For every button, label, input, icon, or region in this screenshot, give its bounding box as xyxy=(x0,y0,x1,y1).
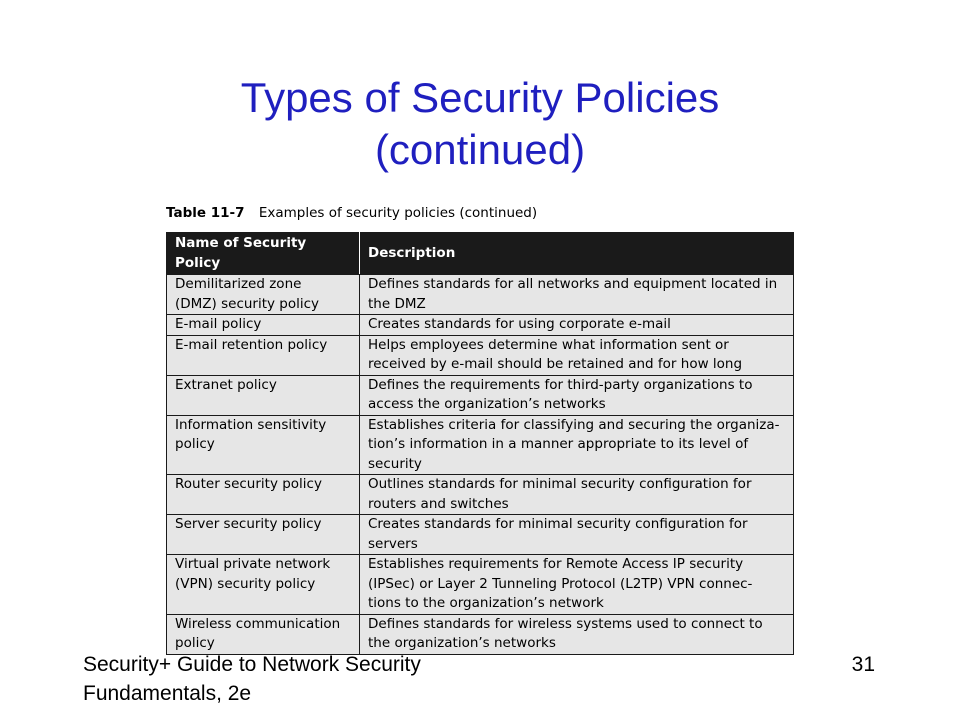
policy-name-cell: Extranet policy xyxy=(167,375,360,415)
table-row xyxy=(167,315,794,336)
policy-name-cell: E-mail policy xyxy=(167,315,360,336)
table-caption xyxy=(166,205,537,221)
table-row xyxy=(167,555,794,615)
table-caption-text: Examples of security policies (continued) xyxy=(258,205,538,221)
policy-name-cell: Virtual private network (VPN) security policy xyxy=(167,555,360,615)
policy-description-cell: Outlines standards for minimal security configuration for routers and switches xyxy=(360,475,794,515)
policy-description-cell: Helps employees determine what information sent or received by e-mail should be retained and for how long xyxy=(360,335,794,375)
policy-name-cell: Server security policy xyxy=(167,515,360,555)
table-row xyxy=(167,475,794,515)
security-policy-table xyxy=(166,232,794,655)
policy-description-cell: Defines standards for wireless systems used to connect to the organization’s networks xyxy=(360,614,794,654)
policy-name-cell: Information sensitivity policy xyxy=(167,415,360,475)
slide-title xyxy=(0,72,960,176)
policy-description-cell: Establishes criteria for classifying and securing the organiza- tion’s information in a manner appropriate to its level of security xyxy=(360,415,794,475)
policy-description-cell: Defines standards for all networks and equipment located in the DMZ xyxy=(360,275,794,315)
policy-name-cell: Wireless communication policy xyxy=(167,614,360,654)
footer-book-line-1: Security+ Guide to Network Security xyxy=(83,653,421,676)
column-header-name: Name of Security Policy xyxy=(167,233,360,275)
table-row xyxy=(167,375,794,415)
table-row xyxy=(167,275,794,315)
policy-description-cell: Creates standards for minimal security configuration for servers xyxy=(360,515,794,555)
page-number: 31 xyxy=(851,653,875,676)
policy-description-cell: Defines the requirements for third-party organizations to access the organization’s networks xyxy=(360,375,794,415)
table-row xyxy=(167,415,794,475)
slide-title-line-1: Types of Security Policies xyxy=(240,74,720,121)
policy-name-cell: E-mail retention policy xyxy=(167,335,360,375)
table-row xyxy=(167,515,794,555)
footer-book-line-2: Fundamentals, 2e xyxy=(83,682,252,705)
policy-description-cell: Creates standards for using corporate e-mail xyxy=(360,315,794,336)
column-header-description: Description xyxy=(360,233,794,275)
policy-description-cell: Establishes requirements for Remote Access IP security (IPSec) or Layer 2 Tunneling Protocol (L2TP) VPN connec- tions to the organization’s network xyxy=(360,555,794,615)
table-row xyxy=(167,335,794,375)
table-header-row xyxy=(167,233,794,275)
policy-name-cell: Demilitarized zone (DMZ) security policy xyxy=(167,275,360,315)
footer-book-title xyxy=(83,650,421,708)
table-row xyxy=(167,614,794,654)
policy-name-cell: Router security policy xyxy=(167,475,360,515)
slide-title-line-2: (continued) xyxy=(374,126,586,173)
table-caption-label: Table 11-7 xyxy=(166,205,245,221)
